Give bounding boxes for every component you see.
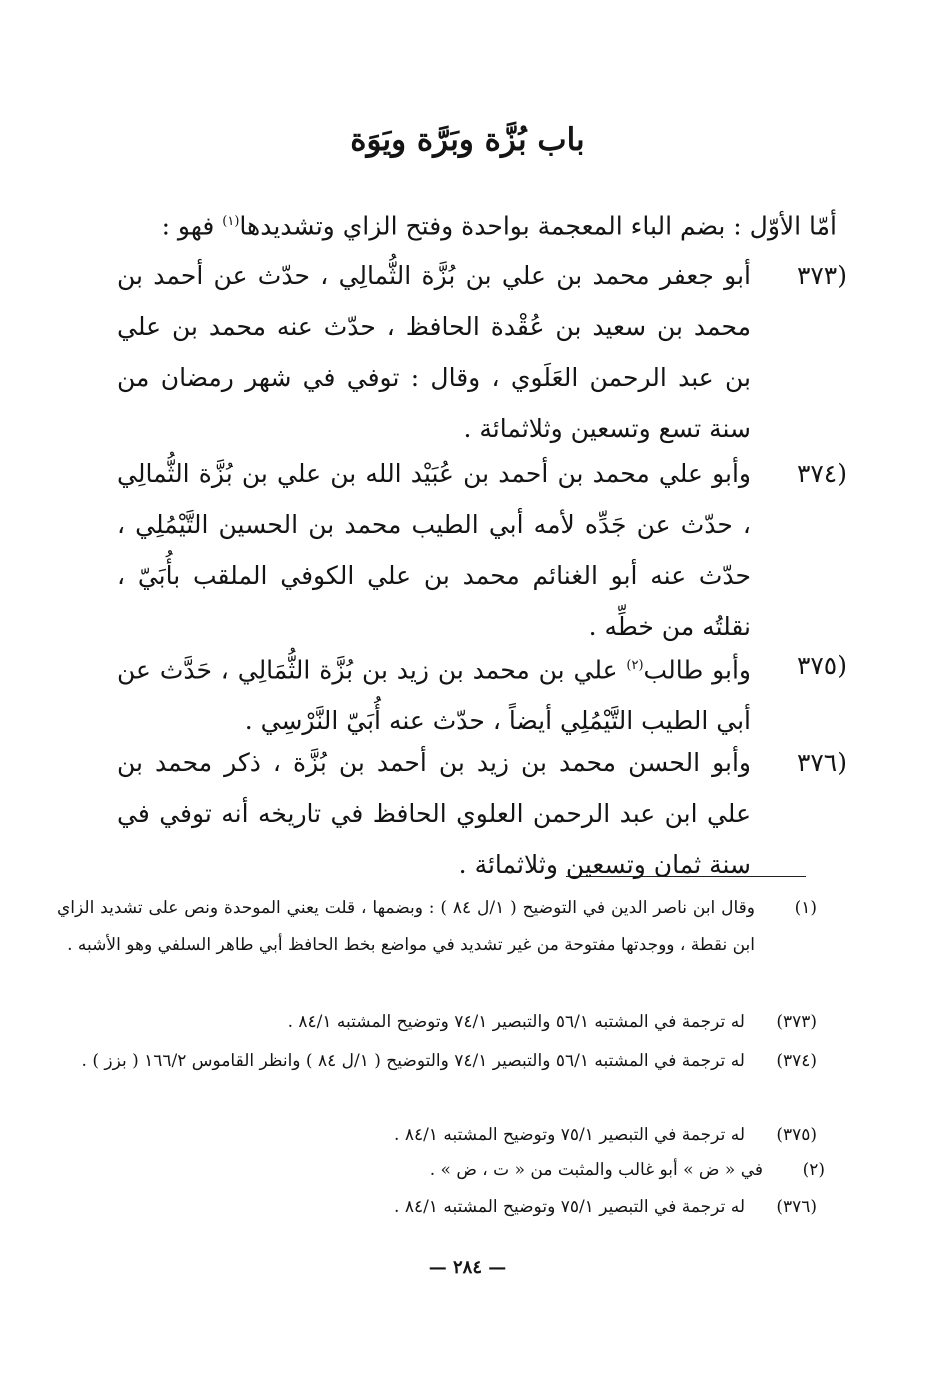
footnote-text: له ترجمة في المشتبه ٥٦/١ والتبصير ٧٤/١ والتوضيح ( ١/ل ٨٤ ) وانظر القاموس ١٦٦/٢ ( بزز ) . xyxy=(81,1051,745,1071)
footnote-text: وقال ابن ناصر الدين في التوضيح ( ١/ل ٨٤ ) : وبضمها ، قلت يعني الموحدة ونص على تشديد الزاي ابن نقطة ، ووجدتها مفتوحة من غير تشديد في مواضع بخط الحافظ أبي طاهر السلفي وهو الأشبه . xyxy=(57,898,756,955)
footnote-text: له ترجمة في التبصير ٧٥/١ وتوضيح المشتبه ٨٤/١ . xyxy=(394,1125,745,1145)
footnote-375 xyxy=(57,1117,817,1154)
footnote-374 xyxy=(57,1043,817,1080)
entry-number: (٣٧٦ xyxy=(796,748,847,777)
entry-373 xyxy=(117,250,847,454)
footnote-1 xyxy=(57,890,817,964)
entry-text: وأبو الحسن محمد بن زيد بن أحمد بن بُزَّة ، ذكر محمد بن علي ابن عبد الرحمن العلوي الحافظ في تاريخه أنه توفي في سنة ثمان وتسعين وثلاثمائة . xyxy=(117,748,751,879)
footnote-ref-2: (٢) xyxy=(626,658,644,673)
intro-paragraph xyxy=(97,194,837,254)
intro-text: أمّا الأوّل : بضم الباء المعجمة بواحدة وفتح الزاي وتشديدها xyxy=(239,211,837,241)
entry-text xyxy=(117,640,751,746)
entry-number: (٣٧٣ xyxy=(796,261,847,290)
entry-number: (٣٧٤ xyxy=(796,459,847,488)
entry-text: وأبو علي محمد بن أحمد بن عُبَيْد الله بن علي بن بُزَّة الثُّمالِي ، حدّث عن جَدِّه لأمه أبي الطيب محمد بن الحسين التَّيْمُلِي ، حدّث عنه أبو الغنائم محمد بن علي الكوفي الملقب بأُبَيّ ، نقلتُه من خطِّه . xyxy=(117,459,751,641)
footnote-separator xyxy=(566,876,806,877)
footnote-text: له ترجمة في التبصير ٧٥/١ وتوضيح المشتبه ٨٤/١ . xyxy=(394,1197,745,1217)
entry-374 xyxy=(117,448,847,652)
footnote-number: (٣٧٦) xyxy=(776,1197,817,1217)
page-number: — ٢٨٤ — xyxy=(428,1257,507,1278)
entry-text-rest: علي بن محمد بن زيد بن بُزَّة الثُّمَالِي ، حَدَّث عن أبي الطيب التَّيْمُلِي أيضاً ، حدّث عنه أُبَيّ النَّرْسِي . xyxy=(117,655,751,736)
footnote-373 xyxy=(57,1004,817,1041)
entry-number: (٣٧٥ xyxy=(796,651,847,680)
footnote-ref-1: (١) xyxy=(222,214,240,229)
entry-text-start: وأبو طالب xyxy=(643,655,751,685)
entry-375 xyxy=(117,640,847,746)
footnote-2 xyxy=(65,1152,825,1189)
footnote-number: (٢) xyxy=(802,1160,825,1180)
footnote-number: (٣٧٣) xyxy=(776,1012,817,1032)
footnote-number: (٣٧٥) xyxy=(776,1125,817,1145)
footnote-text: في « ض » أبو غالب والمثبت من « ت ، ض » . xyxy=(429,1160,763,1180)
chapter-title: باب بُزَّة وبَرَّة ويَوَة xyxy=(350,122,585,158)
entry-376 xyxy=(117,737,847,890)
footnote-text: له ترجمة في المشتبه ٥٦/١ والتبصير ٧٤/١ وتوضيح المشتبه ٨٤/١ . xyxy=(287,1012,745,1032)
footnote-number: (٣٧٤) xyxy=(776,1051,817,1071)
footnote-number: (١) xyxy=(794,898,817,918)
intro-text-end: فهو : xyxy=(161,211,223,241)
footnote-376 xyxy=(57,1189,817,1226)
entry-text: أبو جعفر محمد بن علي بن بُزَّة الثُّمالِي ، حدّث عن أحمد بن محمد بن سعيد بن عُقْدة الحافظ ، حدّث عنه محمد بن علي بن عبد الرحمن العَلَوي ، وقال : توفي في شهر رمضان من سنة تسع وتسعين وثلاثمائة . xyxy=(117,261,751,443)
